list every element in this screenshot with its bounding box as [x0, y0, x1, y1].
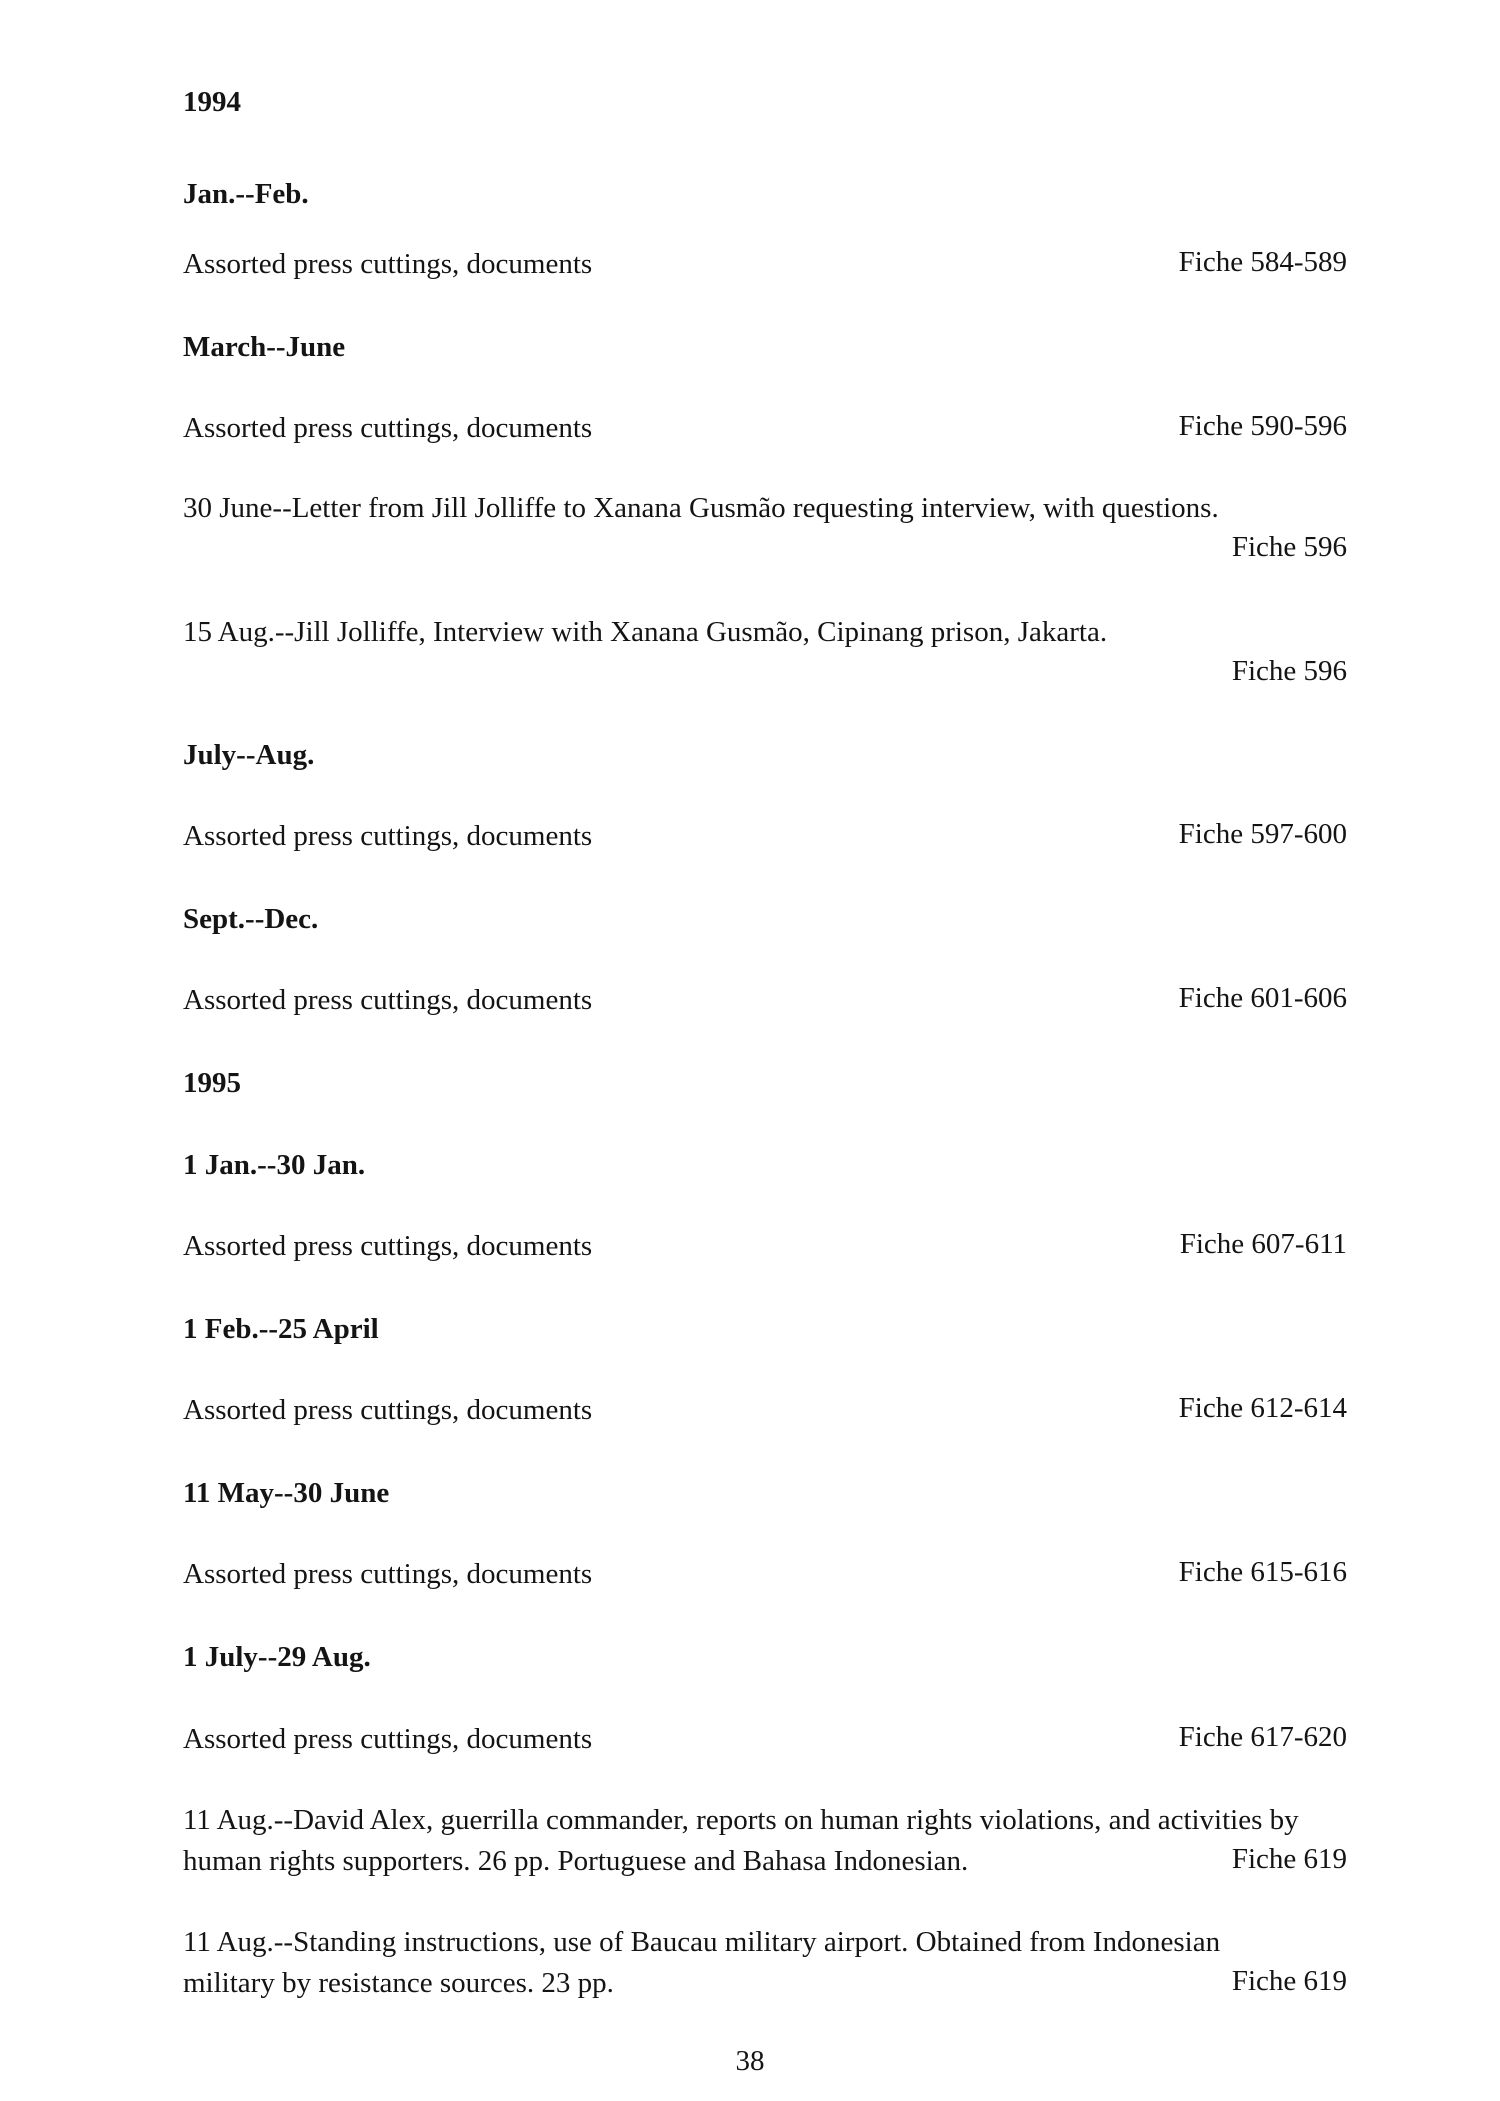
fiche-reference: Fiche 615-616: [1178, 1556, 1347, 1588]
fiche-reference: Fiche 607-611: [1179, 1228, 1347, 1260]
fiche-reference: Fiche 619: [1231, 1843, 1347, 1875]
period-heading-july-aug-1995: 1 July--29 Aug.: [183, 1641, 371, 1673]
entry-description: 30 June--Letter from Jill Jolliffe to Xanana Gusmão requesting interview, with questions.: [183, 492, 1219, 524]
entry-description: Assorted press cuttings, documents: [183, 1558, 593, 1590]
period-heading-march-june: March--June: [183, 331, 346, 363]
entry-description: Assorted press cuttings, documents: [183, 248, 593, 280]
fiche-reference: Fiche 596: [1231, 531, 1347, 563]
period-heading-feb-april: 1 Feb.--25 April: [183, 1313, 379, 1345]
period-heading-may-june: 11 May--30 June: [183, 1477, 390, 1509]
entry-description: Assorted press cuttings, documents: [183, 1394, 593, 1426]
page-number: 38: [735, 2045, 765, 2077]
entry-description: Assorted press cuttings, documents: [183, 984, 593, 1016]
entry-description: Assorted press cuttings, documents: [183, 1723, 593, 1755]
fiche-reference: Fiche 617-620: [1178, 1721, 1347, 1753]
period-heading-jan: 1 Jan.--30 Jan.: [183, 1149, 366, 1181]
fiche-reference: Fiche 584-589: [1178, 246, 1347, 278]
fiche-reference: Fiche 601-606: [1178, 982, 1347, 1014]
period-heading-july-aug: July--Aug.: [183, 739, 315, 771]
period-heading-jan-feb: Jan.--Feb.: [183, 178, 309, 210]
fiche-reference: Fiche 619: [1231, 1965, 1347, 1997]
entry-description: 15 Aug.--Jill Jolliffe, Interview with Xanana Gusmão, Cipinang prison, Jakarta.: [183, 616, 1108, 648]
year-heading-1994: 1994: [183, 86, 241, 118]
fiche-reference: Fiche 590-596: [1178, 410, 1347, 442]
fiche-reference: Fiche 596: [1231, 655, 1347, 687]
entry-description-line2: human rights supporters. 26 pp. Portuguese and Bahasa Indonesian.: [183, 1845, 969, 1877]
year-heading-1995: 1995: [183, 1067, 241, 1099]
entry-description-line1: 11 Aug.--Standing instructions, use of Baucau military airport. Obtained from Indonesian: [183, 1926, 1221, 1958]
fiche-reference: Fiche 612-614: [1178, 1392, 1347, 1424]
entry-description: Assorted press cuttings, documents: [183, 1230, 593, 1262]
entry-description-line1: 11 Aug.--David Alex, guerrilla commander, reports on human rights violations, and activities by: [183, 1804, 1299, 1836]
entry-description: Assorted press cuttings, documents: [183, 412, 593, 444]
fiche-reference: Fiche 597-600: [1178, 818, 1347, 850]
entry-description-line2: military by resistance sources. 23 pp.: [183, 1967, 614, 1999]
entry-description: Assorted press cuttings, documents: [183, 820, 593, 852]
period-heading-sept-dec: Sept.--Dec.: [183, 903, 319, 935]
